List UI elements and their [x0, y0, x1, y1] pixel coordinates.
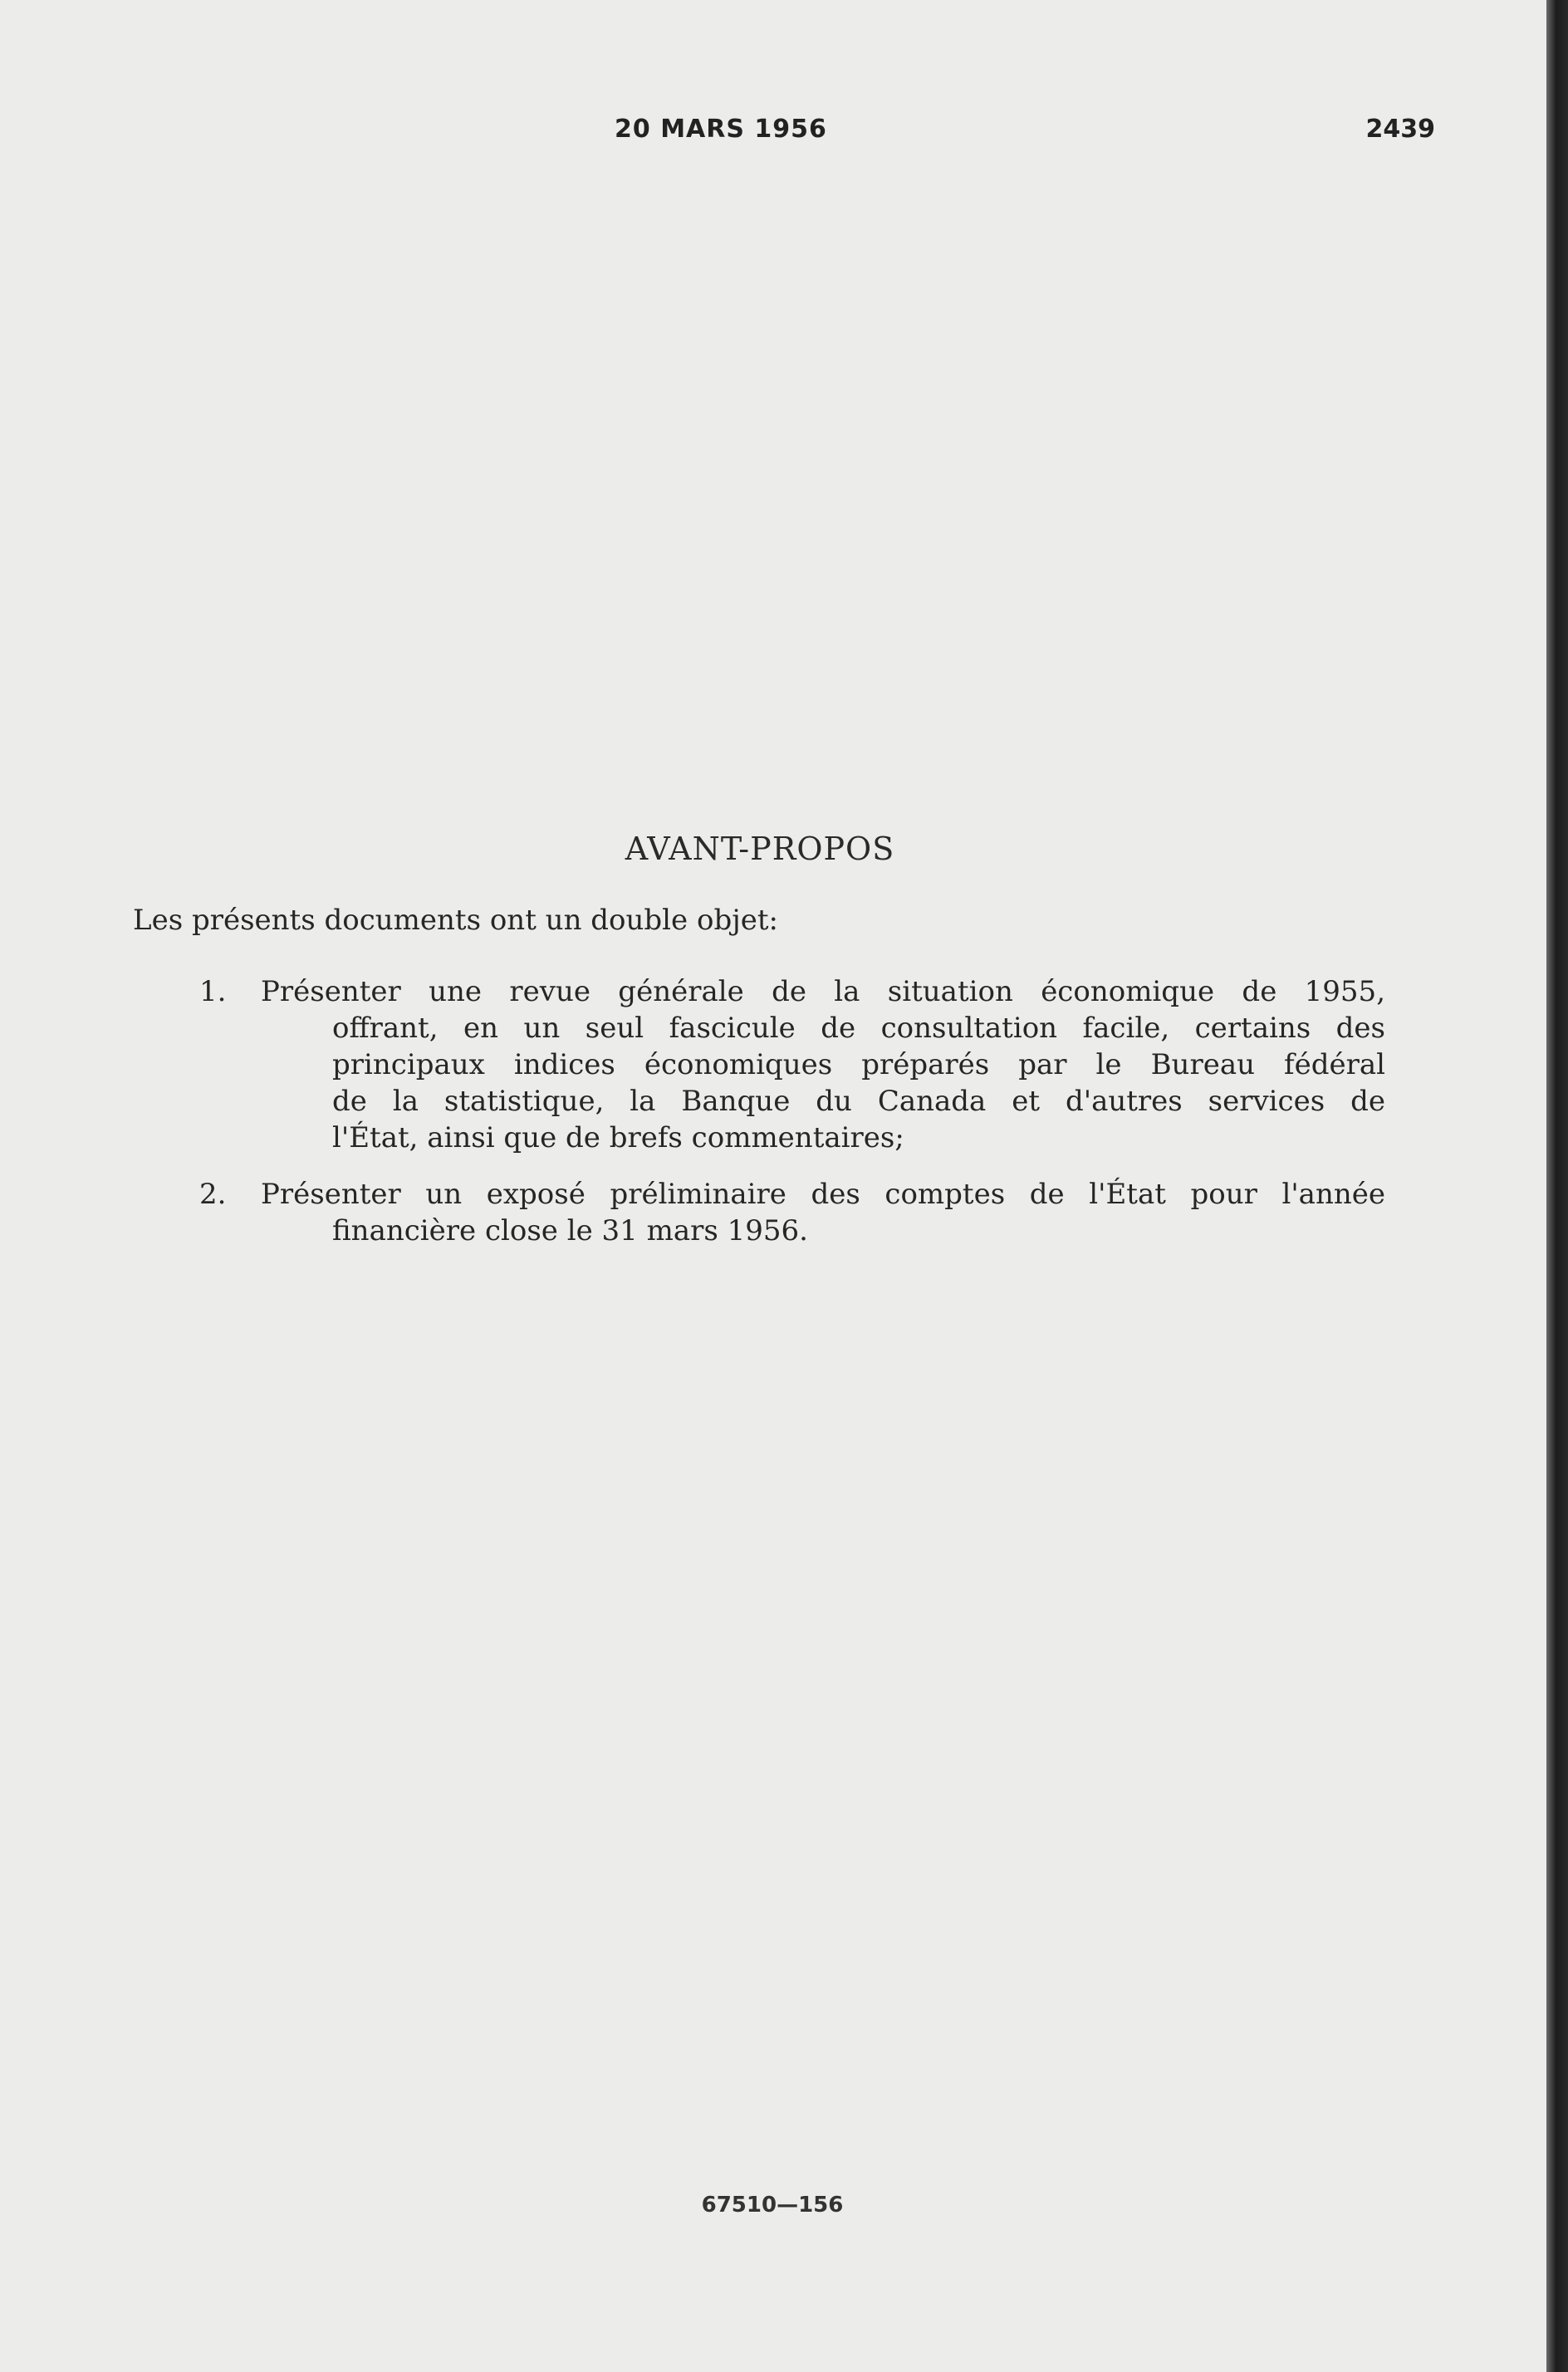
page-number: 2439 [1365, 115, 1435, 144]
text-line: financière close le 31 mars 1956. [332, 1214, 808, 1247]
text-line: de la statistique, la Banque du Canada et d'autres services de [332, 1085, 1385, 1118]
text-line: offrant, en un seul fascicule de consultation facile, certains des [332, 1012, 1385, 1045]
section-title: AVANT-PROPOS [625, 831, 895, 867]
print-code: 67510—156 [701, 2193, 844, 2218]
text-line: Présenter un exposé préliminaire des comptes de l'État pour l'année [261, 1178, 1385, 1211]
list-item-number: 1. [199, 975, 227, 1008]
list-item-text [261, 1176, 1385, 1249]
intro-paragraph: Les présents documents ont un double objet: [133, 904, 778, 937]
text-line: Présenter une revue générale de la situation économique de 1955, [261, 975, 1385, 1008]
list-item-number: 2. [199, 1178, 227, 1211]
text-line: principaux indices économiques préparés par le Bureau fédéral [332, 1048, 1385, 1081]
list-item-text [261, 973, 1385, 1156]
text-line: l'État, ainsi que de brefs commentaires; [332, 1121, 904, 1154]
header-date: 20 MARS 1956 [615, 115, 827, 144]
page-edge-shadow [1546, 0, 1568, 2372]
